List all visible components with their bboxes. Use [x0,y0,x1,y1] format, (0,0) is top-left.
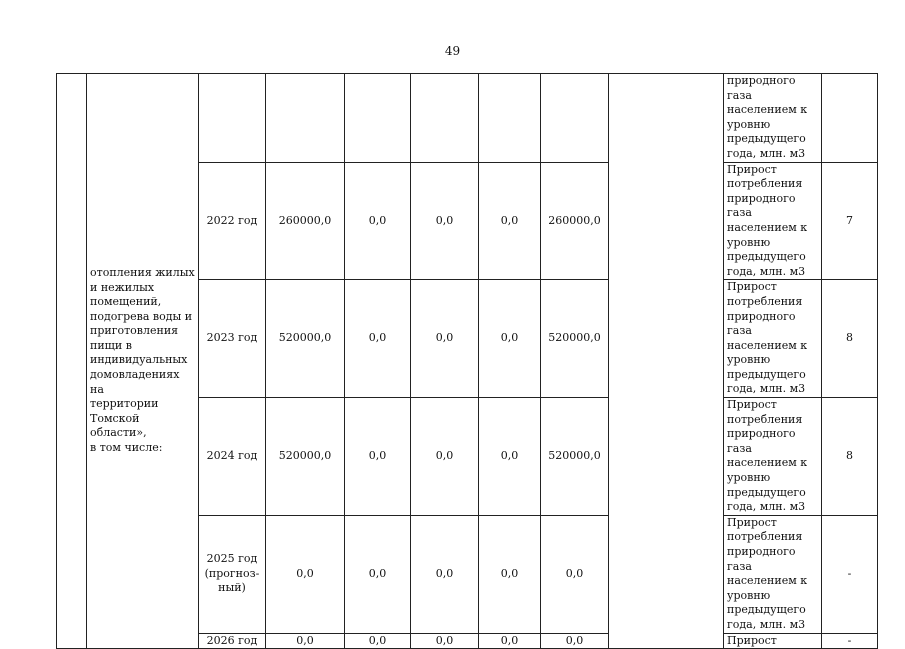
indicator-cell: Прирост потребления природного газа населением к уровню предыдущего года, млн. м3 [724,280,822,398]
year-cell: 2025 год (прогноз- ный) [199,515,266,633]
amount-cell: 520000,0 [541,398,609,516]
value-cell: 7 [822,162,878,280]
table-cell [266,74,345,163]
executor-cell [609,74,724,649]
amount-cell: 0,0 [541,633,609,648]
amount-cell: 520000,0 [541,280,609,398]
total-cell: 520000,0 [266,280,345,398]
total-cell: 520000,0 [266,398,345,516]
table-row [57,74,878,163]
total-cell: 0,0 [266,515,345,633]
indicator-cell: Прирост потребления природного газа населением к уровню предыдущего года, млн. м3 [724,515,822,633]
amount-cell: 0,0 [479,633,541,648]
value-cell: 8 [822,280,878,398]
amount-cell: 0,0 [345,162,411,280]
budget-table [56,73,878,649]
number-cell [57,74,87,649]
year-cell: 2023 год [199,280,266,398]
table-cell [541,74,609,163]
value-cell: - [822,633,878,648]
indicator-cell: Прирост потребления природного газа населением к уровню предыдущего года, млн. м3 [724,398,822,516]
page-number: 49 [444,44,461,58]
total-cell: 0,0 [266,633,345,648]
amount-cell: 0,0 [411,280,479,398]
total-cell: 260000,0 [266,162,345,280]
year-cell: 2026 год [199,633,266,648]
amount-cell: 0,0 [479,398,541,516]
amount-cell: 0,0 [345,398,411,516]
amount-cell: 0,0 [411,633,479,648]
amount-cell: 0,0 [479,162,541,280]
indicator-cell: Прирост [724,633,822,648]
amount-cell: 0,0 [479,515,541,633]
year-cell: 2022 год [199,162,266,280]
indicator-cell: Прирост потребления природного газа населением к уровню предыдущего года, млн. м3 [724,162,822,280]
measure-label-cell: отопления жилых и нежилых помещений, подогрева воды и приготовления пищи в индивидуальных домовладениях на территории Томской области», в том числе: [87,74,199,649]
amount-cell: 0,0 [411,162,479,280]
amount-cell: 0,0 [411,398,479,516]
amount-cell: 260000,0 [541,162,609,280]
table-cell [199,74,266,163]
value-cell [822,74,878,163]
value-cell: 8 [822,398,878,516]
value-cell: - [822,515,878,633]
amount-cell: 0,0 [345,515,411,633]
amount-cell: 0,0 [541,515,609,633]
table-cell [411,74,479,163]
table-cell [479,74,541,163]
indicator-cell: природного газа населением к уровню предыдущего года, млн. м3 [724,74,822,163]
table-cell [345,74,411,163]
year-cell: 2024 год [199,398,266,516]
amount-cell: 0,0 [411,515,479,633]
amount-cell: 0,0 [345,633,411,648]
amount-cell: 0,0 [345,280,411,398]
amount-cell: 0,0 [479,280,541,398]
